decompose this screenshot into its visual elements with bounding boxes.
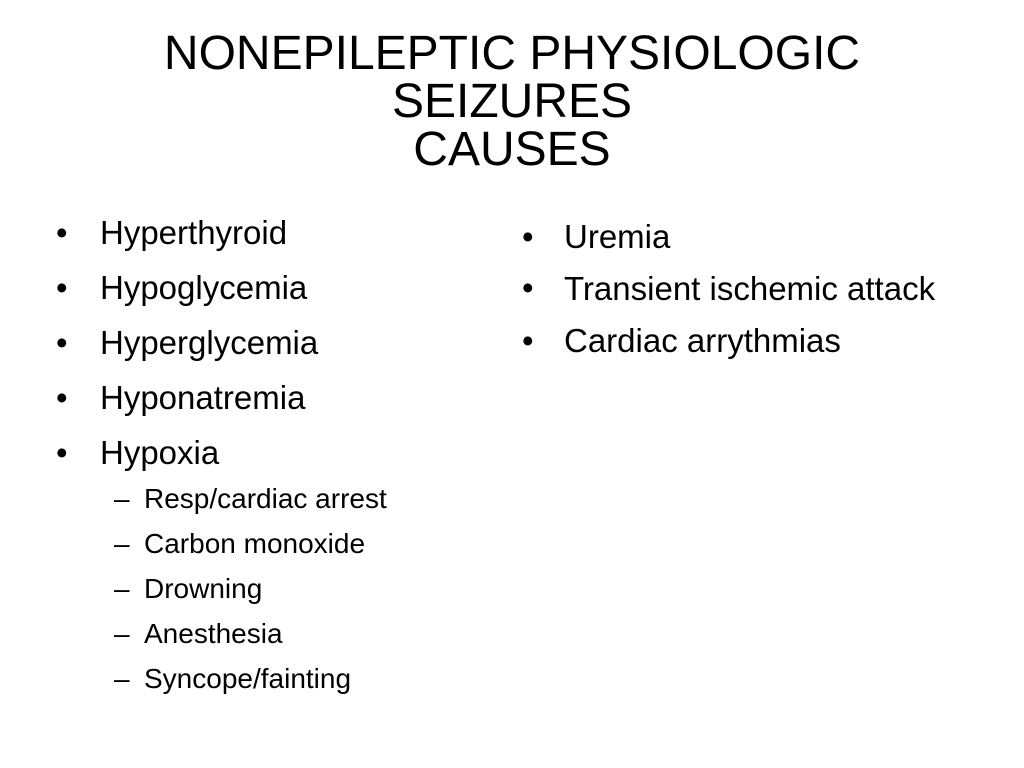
dash-icon: – xyxy=(114,618,130,649)
list-item xyxy=(54,323,494,363)
list-item-label: Hyperglycemia xyxy=(100,324,319,361)
title-line-2: SEIZURES xyxy=(391,75,633,128)
right-column xyxy=(520,217,990,372)
dash-icon: – xyxy=(114,528,130,559)
sub-list-item xyxy=(54,617,494,651)
list-item xyxy=(54,268,494,308)
list-item-label: Hyperthyroid xyxy=(100,214,288,251)
bullet-icon: • xyxy=(56,379,68,416)
dash-icon: – xyxy=(114,573,130,604)
title-line-1: NONEPILEPTIC PHYSIOLOGIC xyxy=(163,27,861,80)
list-item-label: Cardiac arrythmias xyxy=(564,322,841,359)
bullet-icon: • xyxy=(522,322,534,359)
list-item-label: Hyponatremia xyxy=(100,379,306,416)
list-item-label: Transient ischemic attack xyxy=(564,270,936,307)
sub-list-item-label: Drowning xyxy=(144,573,263,604)
list-item xyxy=(54,378,494,418)
dash-icon: – xyxy=(114,483,130,514)
bullet-icon: • xyxy=(56,434,68,471)
list-item-hypoxia xyxy=(54,433,494,473)
left-column xyxy=(54,213,494,707)
sub-list-item xyxy=(54,572,494,606)
bullet-icon: • xyxy=(522,269,534,306)
sub-list-item xyxy=(54,662,494,696)
bullet-icon: • xyxy=(56,214,68,251)
right-bullet-list xyxy=(520,217,990,361)
list-item xyxy=(520,217,990,257)
left-bullet-list xyxy=(54,213,494,473)
list-item xyxy=(520,321,990,361)
sub-list-item-label: Resp/cardiac arrest xyxy=(144,483,387,514)
sub-list-item-label: Carbon monoxide xyxy=(144,528,366,559)
sub-list-item-label: Syncope/fainting xyxy=(144,663,352,694)
list-item-label: Hypoxia xyxy=(100,434,220,471)
sub-list-item xyxy=(54,482,494,516)
hypoxia-sub-list xyxy=(54,482,494,696)
bullet-icon: • xyxy=(56,269,68,306)
sub-list-item-label: Anesthesia xyxy=(144,618,283,649)
list-item-label: Uremia xyxy=(564,218,671,255)
list-item-label: Hypoglycemia xyxy=(100,269,308,306)
dash-icon: – xyxy=(114,663,130,694)
bullet-icon: • xyxy=(522,218,534,255)
list-item xyxy=(520,268,990,310)
list-item xyxy=(54,213,494,253)
title-line-3: CAUSES xyxy=(413,123,611,176)
bullet-icon: • xyxy=(56,324,68,361)
sub-list-item xyxy=(54,527,494,561)
slide-title xyxy=(0,27,1024,176)
